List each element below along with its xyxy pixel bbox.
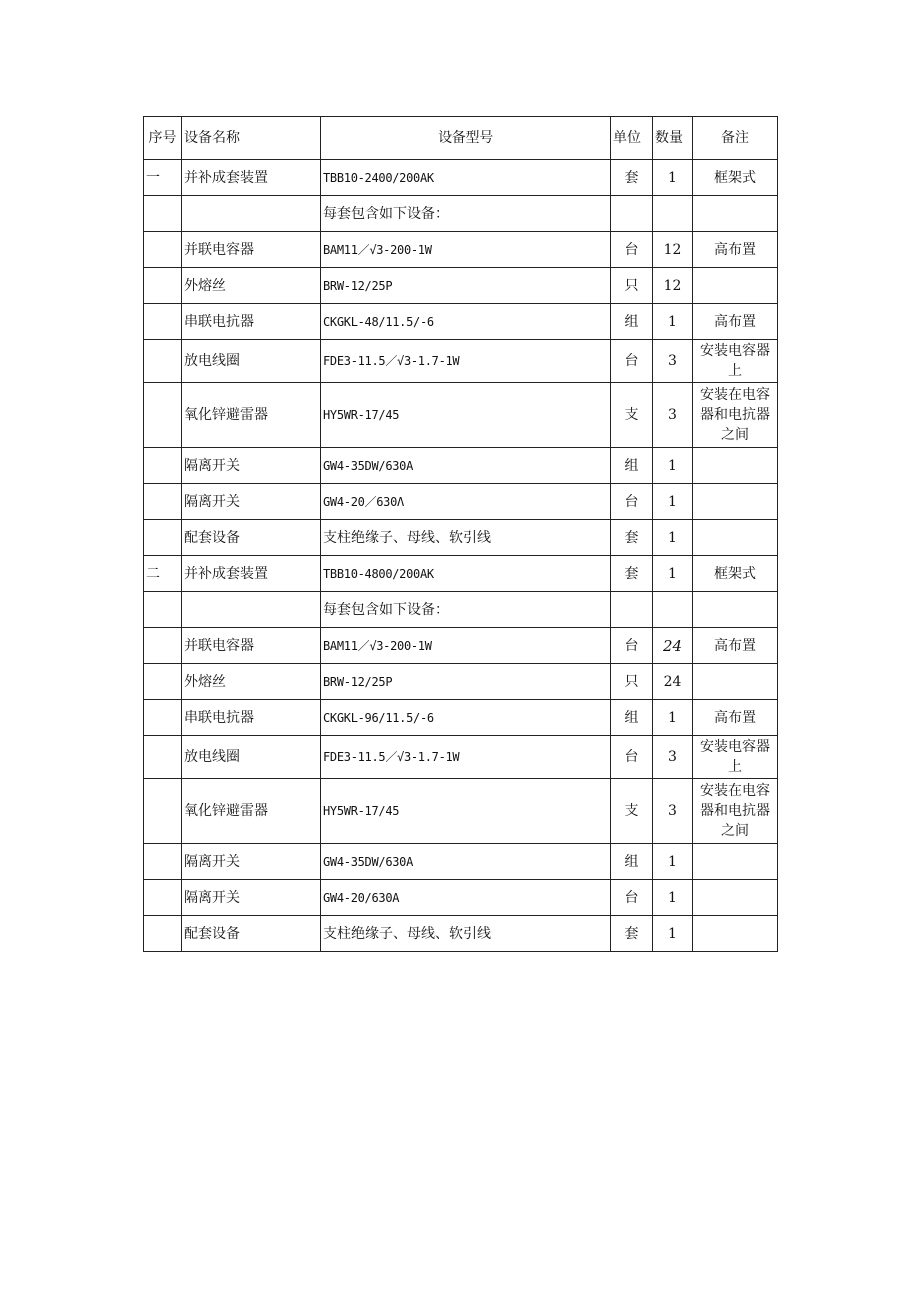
- row-name: 隔离开关: [182, 448, 321, 484]
- row-name: [182, 196, 321, 232]
- row-index: [144, 232, 182, 268]
- row-note: [693, 592, 778, 628]
- header-index: 序号: [144, 117, 182, 160]
- row-qty: 1: [653, 520, 693, 556]
- row-name: 隔离开关: [182, 484, 321, 520]
- row-model: GW4-20／630Λ: [321, 484, 611, 520]
- header-note: 备注: [693, 117, 778, 160]
- table-row: [144, 664, 778, 700]
- row-index: [144, 268, 182, 304]
- row-name: 并联电容器: [182, 628, 321, 664]
- row-name: 隔离开关: [182, 880, 321, 916]
- row-unit: 支: [611, 383, 653, 448]
- table-row: [144, 880, 778, 916]
- row-note: [693, 916, 778, 952]
- equipment-table: [143, 116, 778, 952]
- row-note: 框架式: [693, 556, 778, 592]
- row-note: 高布置: [693, 628, 778, 664]
- row-unit: 台: [611, 232, 653, 268]
- row-index: [144, 844, 182, 880]
- row-note: [693, 844, 778, 880]
- table-row: [144, 383, 778, 448]
- table-row: [144, 520, 778, 556]
- row-name: 氧化锌避雷器: [182, 383, 321, 448]
- row-model: HY5WR-17/45: [321, 779, 611, 844]
- table-row: [144, 779, 778, 844]
- row-model: TBB10-4800/200AK: [321, 556, 611, 592]
- row-index: [144, 520, 182, 556]
- table-row: [144, 268, 778, 304]
- row-name: 串联电抗器: [182, 700, 321, 736]
- row-note: [693, 484, 778, 520]
- row-unit: 只: [611, 268, 653, 304]
- row-model: BRW-12/25P: [321, 664, 611, 700]
- table-row: [144, 160, 778, 196]
- row-index: [144, 383, 182, 448]
- row-model: GW4-35DW/630A: [321, 844, 611, 880]
- row-model: CKGKL-48/11.5/-6: [321, 304, 611, 340]
- row-qty: [653, 196, 693, 232]
- row-unit: 套: [611, 556, 653, 592]
- row-index: [144, 916, 182, 952]
- row-index: [144, 196, 182, 232]
- table-row: [144, 592, 778, 628]
- row-index: 二: [144, 556, 182, 592]
- row-name: 并补成套装置: [182, 160, 321, 196]
- row-qty: 12: [653, 268, 693, 304]
- row-name: 并联电容器: [182, 232, 321, 268]
- row-model: GW4-20/630A: [321, 880, 611, 916]
- table-header-row: [144, 117, 778, 160]
- row-qty: 1: [653, 160, 693, 196]
- header-model: 设备型号: [321, 117, 611, 160]
- row-qty: 3: [653, 779, 693, 844]
- row-qty: 3: [653, 383, 693, 448]
- row-unit: [611, 196, 653, 232]
- row-note: [693, 268, 778, 304]
- row-index: [144, 628, 182, 664]
- table-row: [144, 556, 778, 592]
- row-qty: 1: [653, 916, 693, 952]
- row-note: 安装电容器上: [693, 736, 778, 779]
- row-index: [144, 779, 182, 844]
- row-unit: 台: [611, 880, 653, 916]
- row-index: [144, 448, 182, 484]
- row-index: [144, 736, 182, 779]
- row-unit: 组: [611, 448, 653, 484]
- row-model: FDE3-11.5／√3-1.7-1W: [321, 736, 611, 779]
- row-index: [144, 880, 182, 916]
- row-unit: 组: [611, 844, 653, 880]
- row-qty: 1: [653, 844, 693, 880]
- row-model: GW4-35DW/630A: [321, 448, 611, 484]
- row-index: [144, 700, 182, 736]
- row-note: 高布置: [693, 304, 778, 340]
- row-name: 配套设备: [182, 916, 321, 952]
- row-name: 氧化锌避雷器: [182, 779, 321, 844]
- row-note: 框架式: [693, 160, 778, 196]
- row-name: 串联电抗器: [182, 304, 321, 340]
- row-index: [144, 304, 182, 340]
- row-qty: 1: [653, 448, 693, 484]
- row-model: 每套包含如下设备：: [321, 592, 611, 628]
- row-note: [693, 196, 778, 232]
- row-qty: 24: [653, 664, 693, 700]
- row-name: 隔离开关: [182, 844, 321, 880]
- table-row: [144, 628, 778, 664]
- row-name: 外熔丝: [182, 268, 321, 304]
- row-model: BAM11／√3-200-1W: [321, 628, 611, 664]
- row-name: [182, 592, 321, 628]
- row-note: 安装电容器上: [693, 340, 778, 383]
- row-unit: 台: [611, 736, 653, 779]
- row-model: 每套包含如下设备：: [321, 196, 611, 232]
- row-note: 高布置: [693, 700, 778, 736]
- row-qty: 24: [653, 628, 693, 664]
- row-qty: [653, 592, 693, 628]
- row-note: [693, 880, 778, 916]
- row-index: [144, 664, 182, 700]
- row-note: 安装在电容器和电抗器之间: [693, 779, 778, 844]
- table-row: [144, 304, 778, 340]
- row-name: 放电线圈: [182, 736, 321, 779]
- row-model: FDE3-11.5／√3-1.7-1W: [321, 340, 611, 383]
- row-unit: [611, 592, 653, 628]
- row-unit: 台: [611, 484, 653, 520]
- table-row: [144, 736, 778, 779]
- row-unit: 套: [611, 160, 653, 196]
- table-row: [144, 844, 778, 880]
- row-model: BRW-12/25P: [321, 268, 611, 304]
- table-row: [144, 448, 778, 484]
- header-name: 设备名称: [182, 117, 321, 160]
- row-qty: 1: [653, 556, 693, 592]
- row-note: [693, 448, 778, 484]
- row-note: 高布置: [693, 232, 778, 268]
- row-index: [144, 592, 182, 628]
- row-unit: 支: [611, 779, 653, 844]
- row-index: [144, 484, 182, 520]
- row-model: BAM11／√3-200-1W: [321, 232, 611, 268]
- row-name: 放电线圈: [182, 340, 321, 383]
- row-model: 支柱绝缘子、母线、软引线: [321, 916, 611, 952]
- row-name: 配套设备: [182, 520, 321, 556]
- row-note: 安装在电容器和电抗器之间: [693, 383, 778, 448]
- table-row: [144, 484, 778, 520]
- row-qty: 1: [653, 304, 693, 340]
- row-name: 外熔丝: [182, 664, 321, 700]
- row-qty: 3: [653, 340, 693, 383]
- row-note: [693, 664, 778, 700]
- row-index: 一: [144, 160, 182, 196]
- row-unit: 套: [611, 916, 653, 952]
- row-name: 并补成套装置: [182, 556, 321, 592]
- row-qty: 12: [653, 232, 693, 268]
- row-unit: 组: [611, 304, 653, 340]
- row-qty: 1: [653, 700, 693, 736]
- row-model: CKGKL-96/11.5/-6: [321, 700, 611, 736]
- row-unit: 组: [611, 700, 653, 736]
- row-qty: 1: [653, 484, 693, 520]
- row-index: [144, 340, 182, 383]
- row-qty: 1: [653, 880, 693, 916]
- row-qty: 3: [653, 736, 693, 779]
- table-row: [144, 232, 778, 268]
- row-model: 支柱绝缘子、母线、软引线: [321, 520, 611, 556]
- row-unit: 台: [611, 628, 653, 664]
- header-unit: 单位: [611, 117, 653, 160]
- table-row: [144, 700, 778, 736]
- table-row: [144, 340, 778, 383]
- row-unit: 台: [611, 340, 653, 383]
- table-row: [144, 196, 778, 232]
- row-unit: 只: [611, 664, 653, 700]
- row-unit: 套: [611, 520, 653, 556]
- row-model: TBB10-2400/200AK: [321, 160, 611, 196]
- row-note: [693, 520, 778, 556]
- table-row: [144, 916, 778, 952]
- row-model: HY5WR-17/45: [321, 383, 611, 448]
- header-qty: 数量: [653, 117, 693, 160]
